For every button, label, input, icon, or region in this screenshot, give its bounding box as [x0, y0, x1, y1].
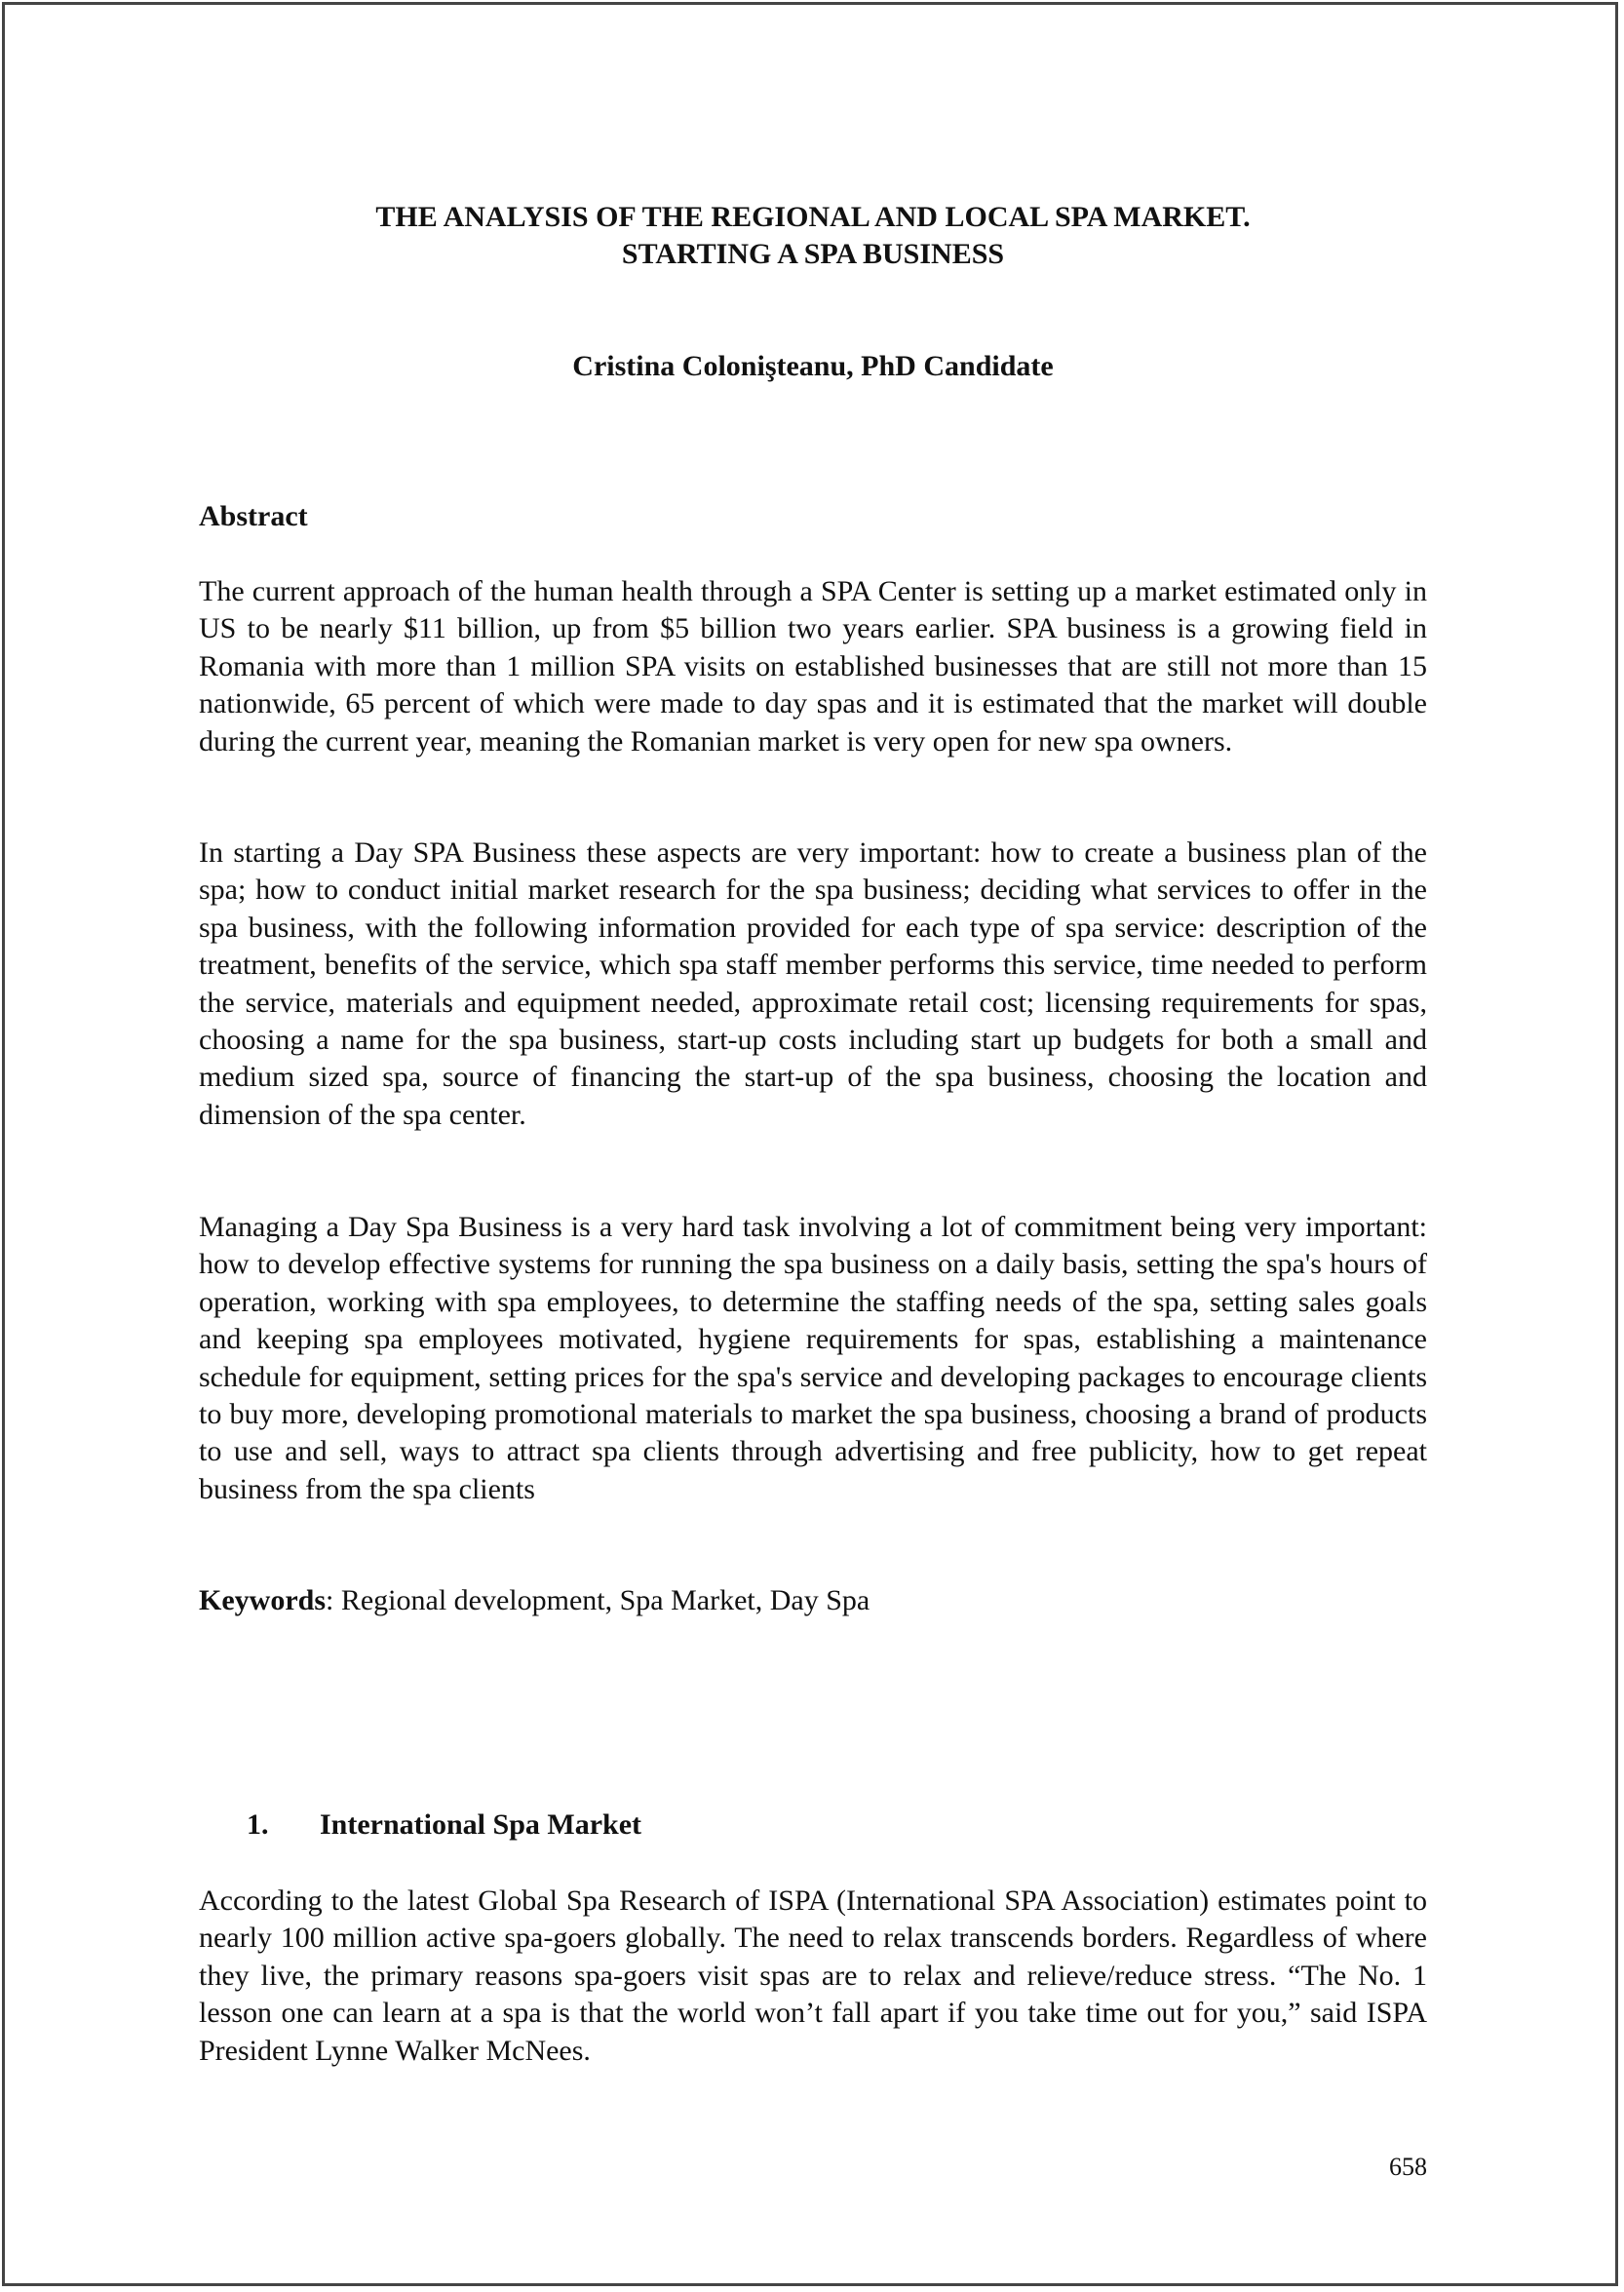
- section-1-paragraph: According to the latest Global Spa Research of ISPA (International SPA Association) estimates point to nearly 100 million active spa-goers globally. The need to relax transcends borders. Regardless of where they live, the primary reasons spa-goers visit spas are to relax and relieve/reduce stress. “The No. 1 lesson one can learn at a spa is that the world won’t fall apart if you take time out for you,” said ISPA President Lynne Walker McNees.: [199, 1884, 1427, 2067]
- abstract-paragraph-3: Managing a Day Spa Business is a very hard task involving a lot of commitment being very important: how to develop effective systems for running the spa business on a daily basis, setting the spa's hours of operation, working with spa employees, to determine the staffing needs of the spa, setting sales goals and keeping spa employees motivated, hygiene requirements for spas, establishing a maintenance schedule for equipment, setting prices for the spa's service and developing packages to encourage clients to buy more, developing promotional materials to market the spa business, choosing a brand of products to use and sell, ways to attract spa clients through advertising and free publicity, how to get repeat business from the spa clients: [199, 1211, 1427, 1505]
- paper-title-line-2: STARTING A SPA BUSINESS: [621, 238, 1005, 270]
- section-1-heading: [247, 1806, 641, 1844]
- abstract-paragraph-1: The current approach of the human health through a SPA Center is setting up a market estimated only in US to be nearly $11 billion, up from $5 billion two years earlier. SPA business is a growing field in Romania with more than 1 million SPA visits on established businesses that are still not more than 15 nationwide, 65 percent of which were made to day spas and it is estimated that the market will double during the current year, meaning the Romanian market is very open for new spa owners.: [199, 575, 1427, 758]
- keywords-separator: :: [326, 1584, 341, 1616]
- paper-title-line-1: THE ANALYSIS OF THE REGIONAL AND LOCAL SPA MARKET.: [375, 201, 1251, 233]
- abstract-heading: Abstract: [199, 500, 308, 532]
- paper-title: [199, 199, 1427, 273]
- section-1-title: International Spa Market: [320, 1808, 641, 1841]
- keywords-line: [199, 1582, 870, 1619]
- keywords-label: Keywords: [199, 1584, 326, 1616]
- page-number: 658: [1389, 2153, 1427, 2181]
- author-line: Cristina Colonişteanu, PhD Candidate: [572, 350, 1054, 382]
- section-1-number: 1.: [247, 1808, 269, 1841]
- abstract-paragraph-2: In starting a Day SPA Business these aspects are very important: how to create a business plan of the spa; how to conduct initial market research for the spa business; deciding what services to offer in the spa business, with the following information provided for each type of spa service: description of the treatment, benefits of the service, which spa staff member performs this service, time needed to perform the service, materials and equipment needed, approximate retail cost; licensing requirements for spas, choosing a name for the spa business, start-up costs including start up budgets for both a small and medium sized spa, source of financing the start-up of the spa business, choosing the location and dimension of the spa center.: [199, 836, 1427, 1131]
- keywords-text: Regional development, Spa Market, Day Spa: [340, 1584, 870, 1616]
